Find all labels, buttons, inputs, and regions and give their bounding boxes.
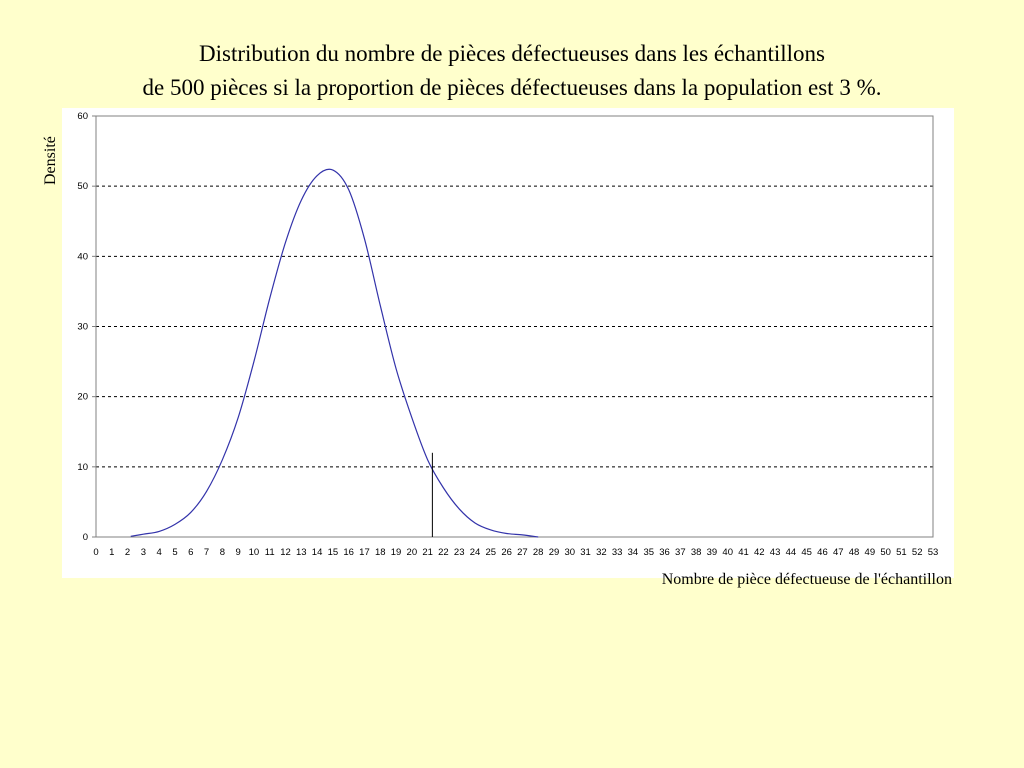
x-tick-label-49: 49: [864, 547, 876, 558]
x-tick-label-1: 1: [109, 547, 115, 558]
x-tick-label-27: 27: [517, 547, 528, 558]
x-tick-label-52: 52: [911, 547, 923, 558]
x-tick-label-9: 9: [235, 547, 241, 558]
title-line-1: Distribution du nombre de pièces défectueuses dans les échantillons: [199, 41, 825, 66]
x-tick-label-17: 17: [359, 547, 370, 558]
x-tick-label-43: 43: [769, 547, 781, 558]
x-tick-label-46: 46: [817, 547, 828, 558]
x-tick-label-35: 35: [643, 547, 655, 558]
x-tick-label-22: 22: [438, 547, 449, 558]
x-tick-label-44: 44: [785, 547, 797, 558]
x-axis-label: Nombre de pièce défectueuse de l'échantillon: [661, 571, 952, 588]
x-tick-label-51: 51: [896, 547, 907, 558]
y-tick-label-30: 30: [77, 321, 88, 333]
x-tick-label-40: 40: [722, 547, 733, 558]
x-tick-label-38: 38: [690, 547, 702, 558]
x-tick-label-36: 36: [659, 547, 670, 558]
x-tick-label-23: 23: [453, 547, 465, 558]
x-tick-label-3: 3: [140, 547, 147, 558]
x-tick-label-18: 18: [374, 547, 386, 558]
x-tick-label-12: 12: [280, 547, 291, 558]
x-tick-label-10: 10: [248, 547, 260, 558]
x-tick-label-48: 48: [848, 547, 860, 558]
x-tick-label-21: 21: [422, 547, 433, 558]
x-tick-label-7: 7: [203, 547, 210, 558]
x-tick-label-32: 32: [596, 547, 607, 558]
x-tick-label-24: 24: [469, 547, 481, 558]
x-tick-label-33: 33: [611, 547, 623, 558]
x-tick-label-5: 5: [172, 547, 178, 558]
title-line-2: de 500 pièces si la proportion de pièces défectueuses dans la population est 3 %.: [142, 75, 882, 100]
y-tick-label-0: 0: [82, 532, 88, 543]
x-tick-label-2: 2: [124, 547, 131, 558]
y-tick-label-60: 60: [77, 111, 88, 122]
y-tick-label-50: 50: [77, 181, 88, 193]
x-tick-label-0: 0: [93, 547, 99, 558]
x-tick-label-19: 19: [390, 547, 402, 558]
x-tick-label-45: 45: [801, 547, 812, 558]
x-tick-label-4: 4: [156, 547, 162, 558]
x-tick-label-20: 20: [406, 547, 418, 558]
y-axis-label: Densité: [42, 136, 59, 185]
x-tick-label-16: 16: [343, 547, 354, 558]
x-tick-label-13: 13: [296, 547, 307, 558]
x-tick-label-29: 29: [548, 547, 560, 558]
x-tick-label-53: 53: [927, 547, 939, 558]
x-tick-label-39: 39: [706, 547, 718, 558]
x-tick-label-42: 42: [753, 547, 765, 558]
y-tick-label-10: 10: [77, 461, 88, 473]
x-tick-label-34: 34: [627, 547, 639, 558]
x-tick-label-11: 11: [264, 547, 275, 558]
y-tick-label-20: 20: [77, 391, 88, 403]
x-tick-label-25: 25: [485, 547, 497, 558]
x-tick-label-6: 6: [188, 547, 194, 558]
x-tick-label-28: 28: [532, 547, 544, 558]
x-tick-label-30: 30: [564, 547, 576, 558]
x-tick-label-31: 31: [580, 547, 591, 558]
x-tick-label-14: 14: [311, 547, 323, 558]
x-tick-label-8: 8: [219, 547, 225, 558]
y-tick-label-40: 40: [77, 251, 88, 263]
x-tick-label-41: 41: [738, 547, 749, 558]
x-tick-label-47: 47: [832, 547, 844, 558]
x-tick-label-15: 15: [327, 547, 339, 558]
x-tick-label-50: 50: [880, 547, 891, 558]
x-tick-label-37: 37: [675, 547, 686, 558]
x-tick-label-26: 26: [501, 547, 512, 558]
